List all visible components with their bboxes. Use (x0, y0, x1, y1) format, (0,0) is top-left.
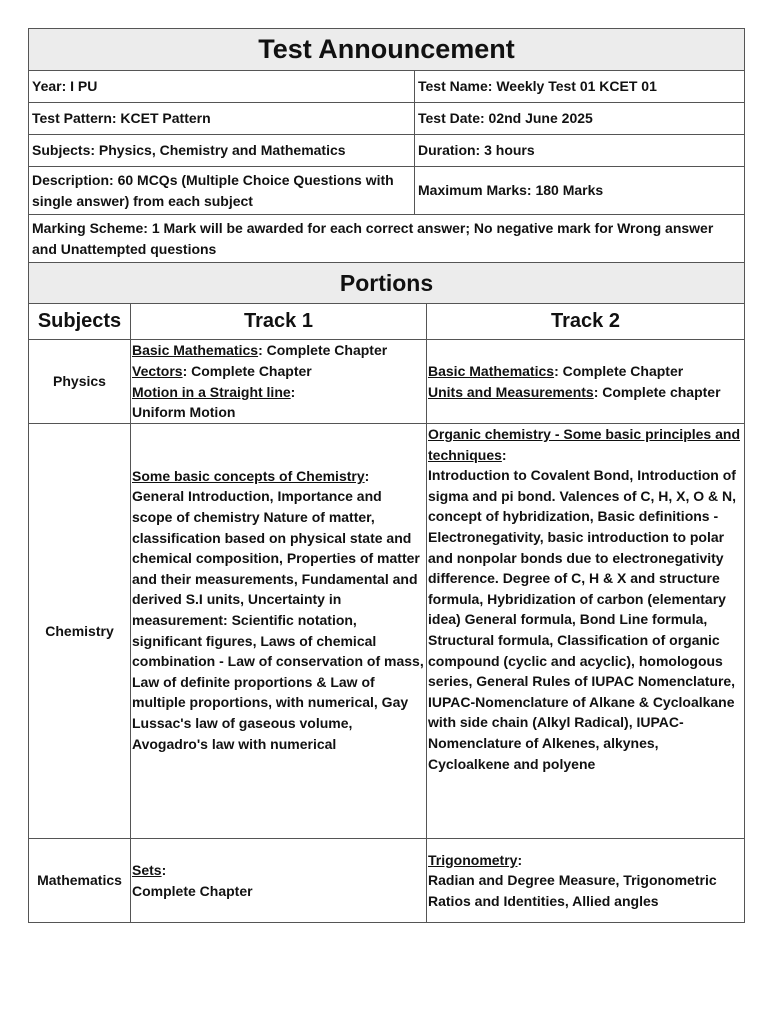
chemistry-track-1 (131, 424, 427, 839)
mathematics-t2-heading (428, 850, 744, 871)
topic-detail: : (161, 861, 167, 878)
topic-detail: : Complete chapter (593, 383, 721, 400)
page-title: Test Announcement (29, 29, 745, 71)
topic-uniform-motion: Uniform Motion (132, 404, 236, 421)
description-field: Description: 60 MCQs (Multiple Choice Questions with single answer) from each subject (29, 167, 415, 215)
topic-motion-straight-line: Motion in a Straight line (132, 383, 291, 400)
topic-organic-chemistry: Organic chemistry - Some basic principles and techniques (428, 426, 740, 463)
topic-units-measurements: Units and Measurements (428, 383, 594, 400)
max-marks-field: Maximum Marks: 180 Marks (415, 167, 745, 215)
header-subjects: Subjects (29, 304, 131, 340)
topic-basic-mathematics: Basic Mathematics (132, 342, 259, 359)
physics-t1-line (132, 382, 426, 403)
physics-track-2 (427, 340, 745, 424)
mathematics-t1-heading (132, 860, 426, 881)
topic-detail: : Complete Chapter (554, 362, 684, 379)
year-field: Year: I PU (29, 71, 415, 103)
topic-trigonometry-detail: Radian and Degree Measure, Trigonometric Ratios and Identities, Allied angles (428, 872, 717, 909)
chemistry-t2-heading (428, 424, 744, 465)
subject-physics: Physics (29, 340, 131, 424)
chemistry-track-2 (427, 424, 745, 839)
test-name-field: Test Name: Weekly Test 01 KCET 01 (415, 71, 745, 103)
subject-chemistry: Chemistry (29, 424, 131, 839)
topic-sets: Sets (132, 861, 162, 878)
spacer (132, 754, 426, 796)
physics-t2-line (428, 382, 744, 403)
subjects-field: Subjects: Physics, Chemistry and Mathematics (29, 135, 415, 167)
physics-track-1 (131, 340, 427, 424)
topic-detail: : Complete Chapter (182, 362, 312, 379)
marking-scheme-field: Marking Scheme: 1 Mark will be awarded for each correct answer; No negative mark for Wrong answer and Unattempted questions (29, 215, 745, 263)
portions-heading: Portions (29, 263, 745, 304)
chemistry-t1-body: General Introduction, Importance and scope of chemistry Nature of matter, classification based on physical state and chemical composition, Properties of matter and their measurements, Fundamental and derived S.I units, Uncertainty in measurement: Scientific notation, significant figures, Laws of chemical combination - Law of conservation of mass, Law of definite proportions & Law of multiple proportions, with numerical, Gay Lussac's law of gaseous volume, Avogadro's law with numerical (132, 488, 424, 752)
mathematics-row (29, 839, 745, 923)
topic-detail: : Complete Chapter (258, 342, 388, 359)
topic-detail: : (501, 446, 507, 463)
subject-mathematics: Mathematics (29, 839, 131, 923)
header-track-2: Track 2 (427, 304, 745, 340)
topic-detail: : (364, 467, 370, 484)
duration-field: Duration: 3 hours (415, 135, 745, 167)
test-date-field: Test Date: 02nd June 2025 (415, 103, 745, 135)
header-table (28, 28, 745, 304)
announcement-sheet (28, 28, 744, 923)
topic-trigonometry: Trigonometry (428, 851, 518, 868)
portions-table (28, 303, 745, 923)
physics-t2-line (428, 361, 744, 382)
topic-basic-concepts-chemistry: Some basic concepts of Chemistry (132, 467, 365, 484)
physics-t1-line (132, 340, 426, 361)
topic-detail: : (290, 383, 296, 400)
topic-detail: : (517, 851, 523, 868)
mathematics-track-2 (427, 839, 745, 923)
chemistry-t2-body: Introduction to Covalent Bond, Introduction of sigma and pi bond. Valences of C, H, X, O & N, concept of hybridization, Basic definitions - Electronegativity, basic introduction to polar and nonpolar bonds due to electronegativity difference. Degree of C, H & X and structure formula, Hybridization of carbon (elementary idea) General formula, Bond Line formula, Structural formula, Classification of organic compound (cyclic and acyclic), homologous series, General Rules of IUPAC Nomenclature, IUPAC-Nomenclature of Alkane & Cycloalkane with side chain (Alkyl Radical), IUPAC-Nomenclature of Alkenes, alkynes, Cycloalkene and polyene (428, 467, 737, 772)
test-pattern-field: Test Pattern: KCET Pattern (29, 103, 415, 135)
mathematics-track-1 (131, 839, 427, 923)
chemistry-t1-heading (132, 466, 426, 487)
topic-sets-detail: Complete Chapter (132, 882, 253, 899)
header-track-1: Track 1 (131, 304, 427, 340)
topic-vectors: Vectors (132, 362, 183, 379)
physics-row (29, 340, 745, 424)
chemistry-row (29, 424, 745, 839)
topic-basic-mathematics: Basic Mathematics (428, 362, 555, 379)
physics-t1-line (132, 361, 426, 382)
